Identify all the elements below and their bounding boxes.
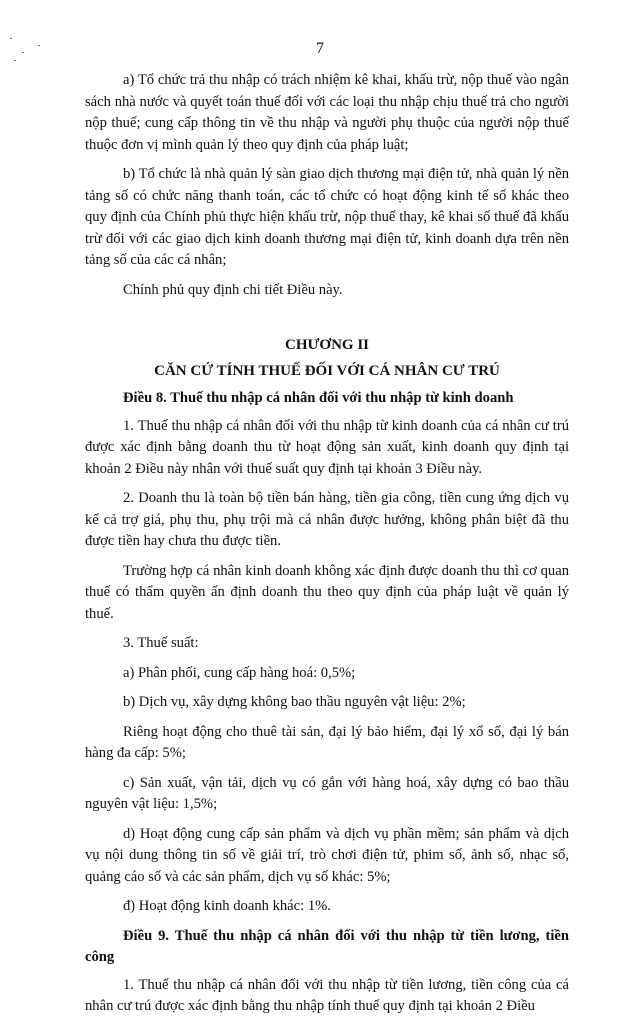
article-8-paragraph: d) Hoạt động cung cấp sản phẩm và dịch vụ phần mềm; sản phẩm và dịch vụ nội dung thông tin số về giải trí, trò chơi điện tử, phim số, ảnh số, nhạc số, quảng cáo số và các sản phẩm, dịch vụ số khác: 5%; bbox=[85, 825, 569, 885]
article-8-paragraph: đ) Hoạt động kinh doanh khác: 1%. bbox=[123, 898, 331, 914]
paragraph-clause-a: a) Tổ chức trả thu nhập có trách nhiệm kê khai, khấu trừ, nộp thuế vào ngân sách nhà nước và quyết toán thuế đối với các loại thu nhập chịu thuế trả cho người nộp thuế; cung cấp thông tin về thu nhập và người phụ thuộc của người nộp thuế thuộc đơn vị mình quản lý theo quy định của pháp luật; bbox=[85, 72, 569, 153]
chapter-number: CHƯƠNG II bbox=[284, 337, 370, 353]
article-9-paragraph: 1. Thuế thu nhập cá nhân đối với thu nhập từ tiền lương, tiền công của cá nhân cư trú được xác định bằng thu nhập tính thuế quy định tại khoản 2 Điều bbox=[85, 976, 569, 1014]
scan-speck bbox=[10, 38, 12, 39]
article-8-paragraph: Riêng hoạt động cho thuê tài sản, đại lý bảo hiểm, đại lý xổ số, đại lý bán hàng đa cấp: 5%; bbox=[85, 723, 569, 761]
article-8-paragraph: 1. Thuế thu nhập cá nhân đối với thu nhập từ kinh doanh của cá nhân cư trú được xác định bằng doanh thu từ hoạt động sản xuất, kinh doanh quy định tại khoản 2 Điều này nhân với thuế suất quy định tại khoản 3 Điều này. bbox=[85, 417, 569, 477]
scan-speck bbox=[14, 60, 16, 61]
chapter-title: CĂN CỨ TÍNH THUẾ ĐỐI VỚI CÁ NHÂN CƯ TRÚ bbox=[154, 362, 500, 379]
paragraph-clause-b: b) Tổ chức là nhà quản lý sàn giao dịch thương mại điện tử, nhà quản lý nền tảng số có chức năng thanh toán, các tổ chức có hoạt động kinh tế số khác theo quy định của Chính phủ thực hiện khấu trừ, nộp thuế thay, kê khai số thuế đã khấu trừ đối với các giao dịch kinh doanh thương mại điện tử, kinh doanh dựa trên nền tảng số của các cá nhân; bbox=[85, 166, 569, 268]
article-8-paragraph: Trường hợp cá nhân kinh doanh không xác định được doanh thu thì cơ quan thuế có thẩm quyền ấn định doanh thu theo quy định của pháp luật về quản lý thuế. bbox=[85, 562, 569, 622]
article-8-paragraph: 3. Thuế suất: bbox=[123, 635, 199, 651]
paragraph-government-note: Chính phủ quy định chi tiết Điều này. bbox=[123, 281, 343, 298]
article-8-paragraph: a) Phân phối, cung cấp hàng hoá: 0,5%; bbox=[123, 664, 356, 681]
article-8-paragraph: 2. Doanh thu là toàn bộ tiền bán hàng, tiền gia công, tiền cung ứng dịch vụ kể cả trợ giá, phụ thu, phụ trội mà cá nhân được hưởng, không phân biệt đã thu được tiền hay chưa thu được tiền. bbox=[85, 490, 569, 549]
article-8-paragraph: c) Sản xuất, vận tải, dịch vụ có gắn với hàng hoá, xây dựng có bao thầu nguyên vật liệu: 1,5%; bbox=[85, 774, 569, 812]
page-number: 7 bbox=[316, 40, 324, 57]
article-9-heading: Điều 9. Thuế thu nhập cá nhân đối với thu nhập từ tiền lương, tiền công bbox=[85, 927, 569, 965]
article-8-heading: Điều 8. Thuế thu nhập cá nhân đối với thu nhập từ kinh doanh bbox=[123, 390, 514, 406]
document-body bbox=[85, 70, 569, 1026]
article-8-paragraph: b) Dịch vụ, xây dựng không bao thầu nguyên vật liệu: 2%; bbox=[123, 694, 466, 710]
